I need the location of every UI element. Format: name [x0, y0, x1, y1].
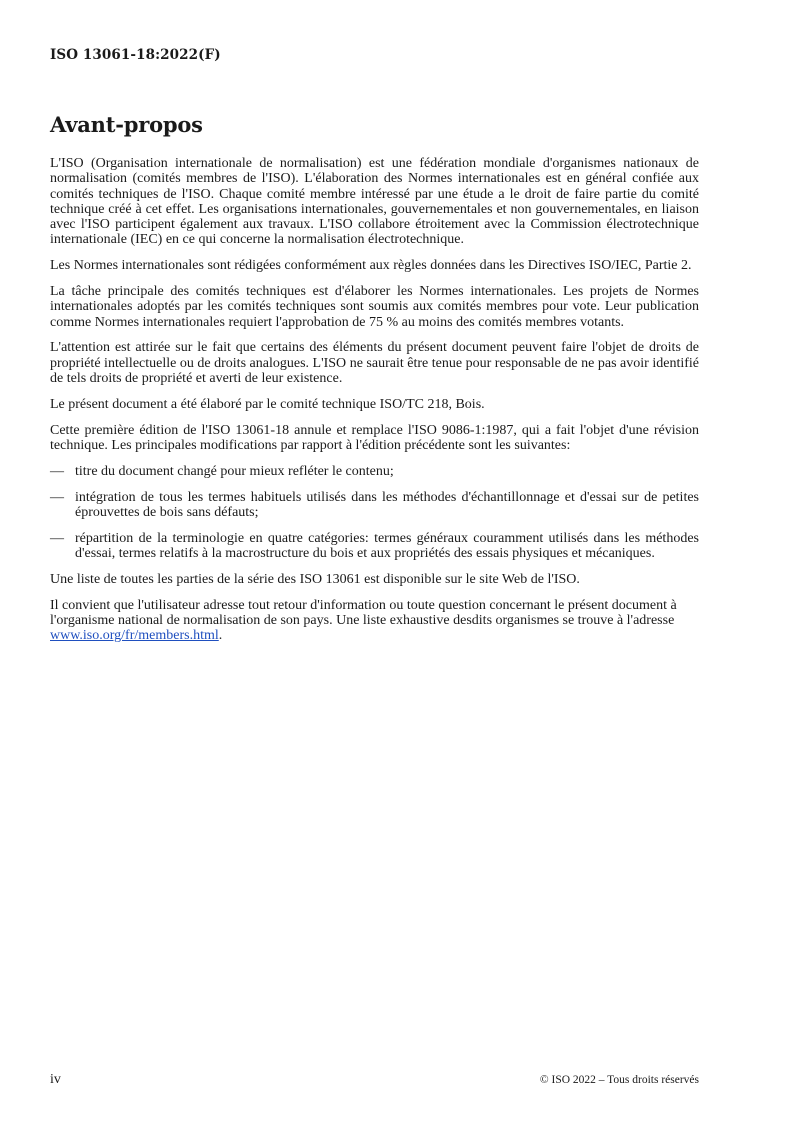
page-title: Avant-propos — [50, 112, 203, 137]
members-link[interactable]: www.iso.org/fr/members.html — [50, 628, 219, 644]
copyright-notice: © ISO 2022 – Tous droits réservés — [539, 1074, 699, 1086]
paragraph-committee: Le présent document a été élaboré par le comité technique ISO/TC 218, Bois. — [50, 396, 485, 412]
list-item-text: répartition de la terminologie en quatre catégories: termes généraux couramment utilisés dans les méthodes d'essai, termes relatifs à la macrostructure du bois et aux propriétés des essais physiques et mécaniques. — [75, 530, 699, 561]
list-item-text: titre du document changé pour mieux refléter le contenu; — [75, 463, 394, 479]
paragraph-edition: Cette première édition de l'ISO 13061-18 annule et remplace l'ISO 9086-1:1987, qui a fait l'objet d'une révision technique. Les principales modifications par rapport à l'édition précédente sont les suivantes: — [50, 422, 699, 453]
paragraph-technical-committees: La tâche principale des comités techniques est d'élaborer les Normes internationales. Les projets de Normes internationales adoptés par les comités techniques sont soumis aux comités membres pour vote. Leur publication comme Normes internationales requiert l'approbation de 75 % au moins des comités membres votants. — [50, 284, 699, 330]
paragraph-series-list: Une liste de toutes les parties de la série des ISO 13061 est disponible sur le site Web de l'ISO. — [50, 571, 580, 587]
list-item — [50, 464, 699, 479]
dash-marker: — — [50, 530, 64, 546]
paragraph-patent-rights: L'attention est attirée sur le fait que certains des éléments du présent document peuvent faire l'objet de droits de propriété intellectuelle ou de droits analogues. L'ISO ne saurait être tenue pour responsable de ne pas avoir identifié de tels droits de propriété et averti de leur existence. — [50, 340, 699, 387]
feedback-end: . — [218, 628, 223, 644]
paragraph-directives: Les Normes internationales sont rédigées conformément aux règles données dans les Directives ISO/IEC, Partie 2. — [50, 258, 692, 274]
list-item-text: intégration de tous les termes habituels utilisés dans les méthodes d'échantillonnage et d'essai sur de petites éprouvettes de bois sans défauts; — [75, 489, 699, 520]
paragraph-feedback — [50, 598, 699, 644]
page-number: iv — [50, 1072, 61, 1087]
list-item — [50, 531, 699, 562]
foreword-body — [50, 156, 699, 654]
document-id-header: ISO 13061-18:2022(F) — [50, 47, 221, 63]
dash-marker: — — [50, 463, 64, 479]
paragraph-iso-intro: L'ISO (Organisation internationale de normalisation) est une fédération mondiale d'organismes nationaux de normalisation (comités membres de l'ISO). L'élaboration des Normes internationales est en général confiée aux comités techniques de l'ISO. Chaque comité membre intéressé par une étude a le droit de faire partie du comité technique créé à cet effet. Les organisations internationales, gouvernementales et non gouvernementales, en liaison avec l'ISO participent également aux travaux. L'ISO collabore étroitement avec la Commission électrotechnique internationale (IEC) en ce qui concerne la normalisation électrotechnique. — [50, 156, 699, 248]
feedback-text: Il convient que l'utilisateur adresse tout retour d'information ou toute question concernant le présent document à l'organisme national de normalisation de son pays. Une liste exhaustive desdits organismes se trouve à l'adresse — [50, 597, 677, 628]
dash-marker: — — [50, 489, 64, 505]
list-item — [50, 490, 699, 521]
